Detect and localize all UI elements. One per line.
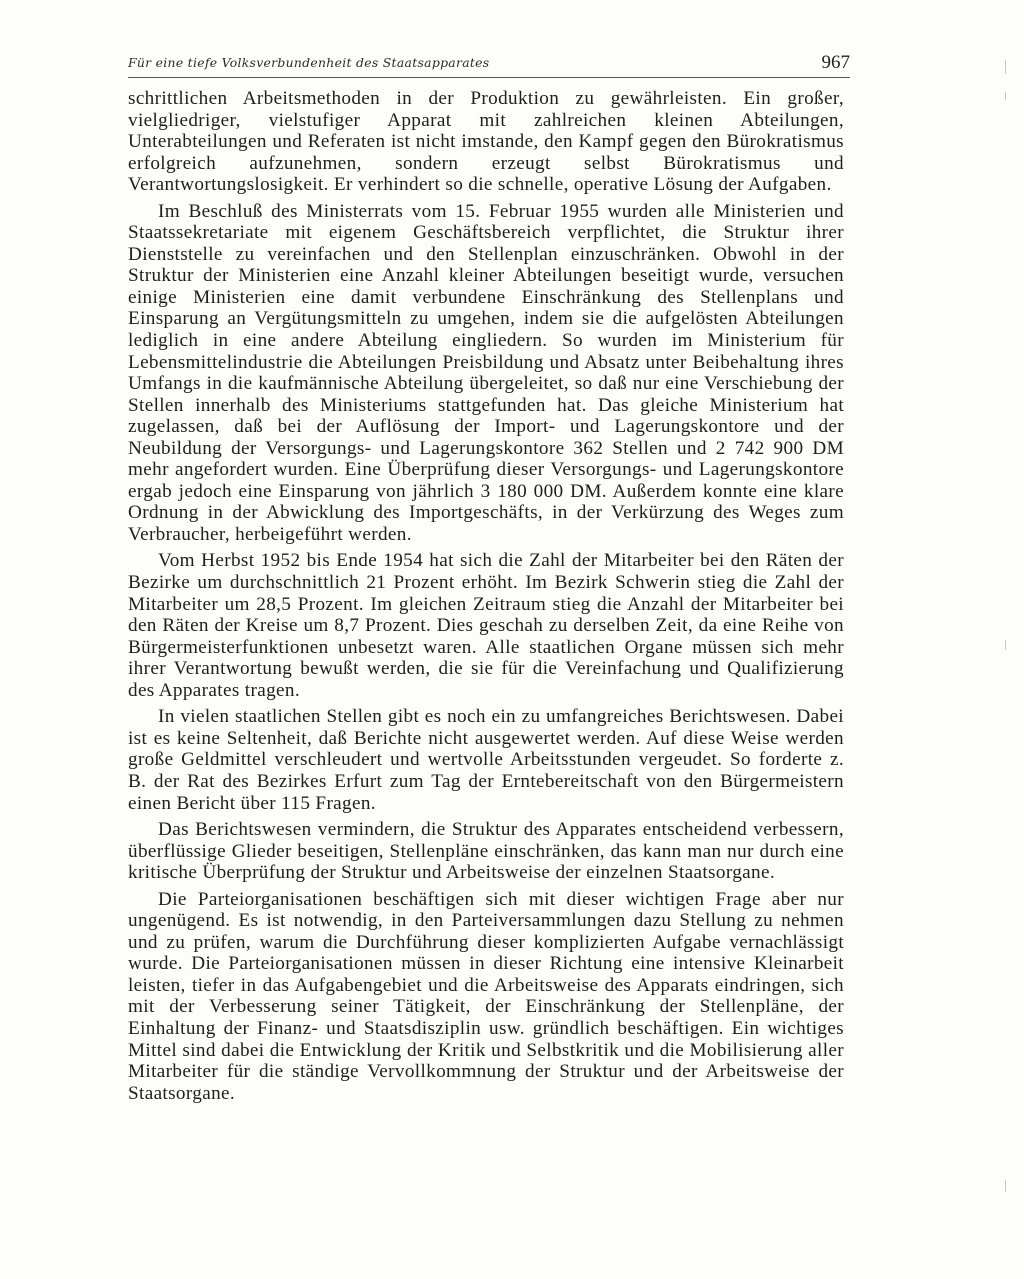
scan-edge-mark	[1005, 60, 1006, 74]
paragraph-4: In vielen staatlichen Stellen gibt es noch ein zu umfangreiches Berichtswesen. Dabei ist es keine Seltenheit, daß Berichte nicht ausgewertet werden. Auf diese Weise werden große Geldmittel verschleudert und wertvolle Arbeitsstunden vergeudet. So forderte z. B. der Rat des Bezirkes Erfurt zum Tag der Erntebereitschaft von den Bürgermeistern einen Bericht über 115 Fragen.	[128, 706, 844, 814]
scan-edge-mark	[1005, 640, 1006, 650]
header-rule	[128, 77, 850, 78]
page-number: 967	[821, 52, 850, 73]
running-head: Für eine tiefe Volksverbundenheit des Staatsapparates	[128, 55, 490, 70]
paragraph-3: Vom Herbst 1952 bis Ende 1954 hat sich die Zahl der Mitarbeiter bei den Räten der Bezirke um durchschnittlich 21 Prozent erhöht. Im Bezirk Schwerin stieg die Zahl der Mitarbeiter um 28,5 Prozent. Im gleichen Zeitraum stieg die Anzahl der Mitarbeiter bei den Räten der Kreise um 8,7 Prozent. Dies geschah zu derselben Zeit, da eine Reihe von Bürgermeisterfunktionen unbesetzt waren. Alle staatlichen Organe müssen sich mehr ihrer Verantwortung bewußt werden, die sie für die Vereinfachung und Qualifizierung des Apparates tragen.	[128, 550, 844, 701]
paragraph-6: Die Parteiorganisationen beschäftigen sich mit dieser wichtigen Frage aber nur ungenügend. Es ist notwendig, in den Parteiversammlungen dazu Stellung zu nehmen und zu prüfen, warum die Durchführung dieser komplizierten Aufgabe vernachlässigt wurde. Die Parteiorganisationen müssen in dieser Richtung eine intensive Kleinarbeit leisten, tiefer in das Aufgabengebiet und die Arbeitsweise des Apparats eindringen, sich mit der Verbesserung seiner Tätigkeit, der Einschränkung der Stellenpläne, der Einhaltung der Finanz- und Staatsdisziplin usw. gründlich beschäftigen. Ein wichtiges Mittel sind dabei die Entwicklung der Kritik und Selbstkritik und die Mobilisierung aller Mitarbeiter für die ständige Vervollkommnung der Struktur und der Arbeitsweise der Staatsorgane.	[128, 888, 844, 1104]
body-text	[128, 88, 844, 1109]
paragraph-5: Das Berichtswesen vermindern, die Struktur des Apparates entscheidend verbessern, überflüssige Glieder beseitigen, Stellenpläne einschränken, das kann man nur durch eine kritische Überprüfung der Struktur und Arbeitsweise der einzelnen Staatsorgane.	[128, 819, 844, 884]
page-header	[128, 52, 850, 76]
paragraph-2: Im Beschluß des Ministerrats vom 15. Februar 1955 wurden alle Ministerien und Staatssekretariate mit eigenem Geschäftsbereich verpflichtet, die Struktur ihrer Dienststelle zu vereinfachen und den Stellenplan einzuschränken. Obwohl in der Struktur der Ministerien eine Anzahl kleiner Abteilungen beseitigt wurde, versuchen einige Ministerien eine damit verbundene Einschränkung des Stellenplans und Einsparung an Vergütungsmitteln zu umgehen, indem sie die aufgelösten Abteilungen lediglich in eine andere Abteilung eingliedern. So wurden im Ministerium für Lebensmittelindustrie die Abteilungen Preisbildung und Absatz unter Beibehaltung ihres Umfangs in die kaufmännische Abteilung übergeleitet, so daß nur eine Verschiebung der Stellen innerhalb des Ministeriums stattgefunden hat. Das gleiche Ministerium hat zugelassen, daß bei der Auflösung der Import- und Lagerungskontore und der Neubildung der Versorgungs- und Lagerungskontore 362 Stellen und 2 742 900 DM mehr angefordert wurden. Eine Überprüfung dieser Versorgungs- und Lagerungskontore ergab jedoch eine Einsparung von jährlich 3 180 000 DM. Außerdem konnte eine klare Ordnung in der Abwicklung des Importgeschäfts, in der Verkürzung des Weges zum Verbraucher, herbeigeführt werden.	[128, 200, 844, 545]
scan-edge-mark	[1005, 1180, 1006, 1192]
scan-edge-mark	[1005, 92, 1006, 100]
paragraph-1: schrittlichen Arbeitsmethoden in der Produktion zu gewährleisten. Ein großer, vielgliedriger, vielstufiger Apparat mit zahlreichen kleinen Abteilungen, Unterabteilungen und Referaten ist nicht imstande, den Kampf gegen den Bürokratismus erfolgreich aufzunehmen, sondern erzeugt selbst Bürokratismus und Verantwortungslosigkeit. Er verhindert so die schnelle, operative Lösung der Aufgaben.	[128, 88, 844, 196]
